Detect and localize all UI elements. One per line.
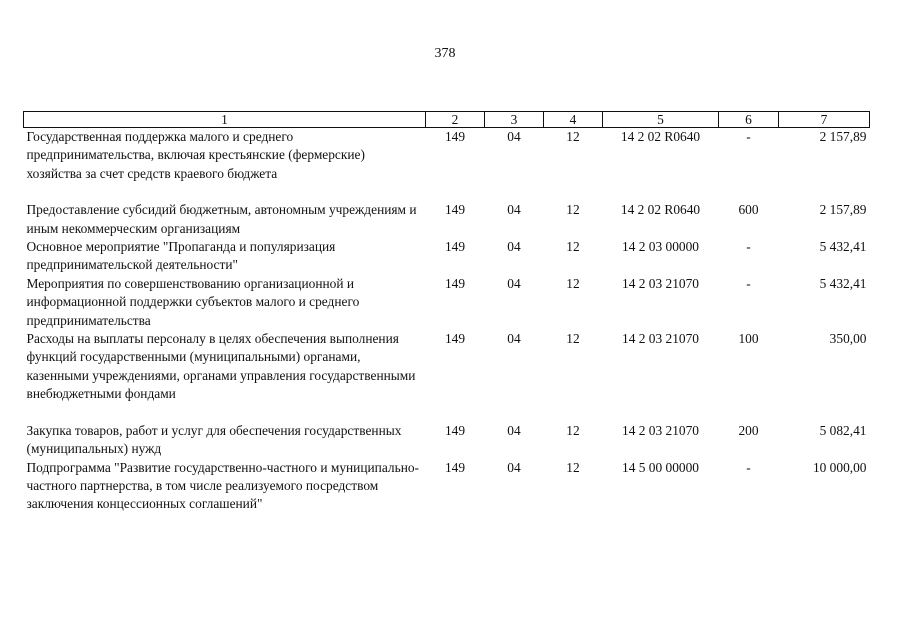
table-row — [24, 422, 870, 459]
row-code-section: 04 — [507, 202, 521, 218]
row-name: Закупка товаров, работ и услуг для обеспечения государственных (муниципальных) нужд — [26, 422, 402, 457]
row-code-section: 04 — [507, 275, 521, 291]
row-code-target: 14 2 03 00000 — [622, 239, 699, 255]
row-code-section: 04 — [507, 129, 521, 144]
page-number: 378 — [434, 46, 456, 61]
header-col-3: 3 — [485, 112, 544, 128]
table-row — [24, 201, 870, 238]
header-col-2: 2 — [426, 112, 485, 128]
row-amount: 2 157,89 — [819, 202, 867, 218]
row-code-subsection: 12 — [566, 202, 580, 218]
row-name: Государственная поддержка малого и среднего предпринимательства, включая крестьянские (фермерские) хозяйства за счет средств краевого бюджета — [26, 129, 365, 181]
table-row — [24, 459, 870, 514]
row-code-target: 14 2 03 21070 — [622, 331, 699, 347]
row-code-ministry: 149 — [444, 275, 466, 291]
row-name: Основное мероприятие "Пропаганда и популяризация предпринимательской деятельности" — [26, 239, 336, 273]
row-name: Мероприятия по совершенствованию организационной и информационной поддержки субъектов малого и среднего предпринимательства — [26, 275, 360, 328]
table-header-row — [24, 112, 870, 128]
row-code-subsection: 12 — [566, 331, 580, 347]
row-code-subsection: 12 — [566, 129, 580, 144]
row-code-expense-type: 600 — [738, 202, 759, 218]
row-spacer — [24, 183, 870, 201]
header-col-5: 5 — [603, 112, 719, 128]
header-col-6: 6 — [719, 112, 779, 128]
row-code-ministry: 149 — [444, 422, 466, 438]
row-code-subsection: 12 — [566, 239, 580, 255]
row-code-expense-type: - — [746, 459, 751, 475]
row-code-section: 04 — [507, 331, 521, 347]
table-row — [24, 238, 870, 275]
budget-table — [23, 111, 870, 514]
row-amount: 5 082,41 — [819, 422, 867, 438]
row-code-expense-type: - — [746, 275, 751, 291]
row-code-subsection: 12 — [566, 275, 580, 291]
row-code-ministry: 149 — [444, 459, 466, 475]
row-code-expense-type: 100 — [738, 331, 759, 347]
row-code-section: 04 — [507, 422, 521, 438]
table-row — [24, 275, 870, 330]
row-name: Предоставление субсидий бюджетным, автономным учреждениям и иным некоммерческим организациям — [26, 202, 417, 236]
row-code-expense-type: 200 — [738, 422, 759, 438]
row-code-section: 04 — [507, 239, 521, 255]
row-code-ministry: 149 — [444, 331, 466, 347]
table-row — [24, 330, 870, 404]
header-col-1: 1 — [24, 112, 426, 128]
row-code-target: 14 5 00 00000 — [622, 459, 699, 475]
header-col-4: 4 — [544, 112, 603, 128]
row-code-expense-type: - — [746, 129, 751, 144]
row-code-subsection: 12 — [566, 422, 580, 438]
row-code-subsection: 12 — [566, 459, 580, 475]
row-code-expense-type: - — [746, 239, 751, 255]
row-code-target: 14 2 02 R0640 — [620, 129, 701, 144]
row-code-ministry: 149 — [444, 239, 466, 255]
row-code-ministry: 149 — [444, 202, 466, 218]
row-name: Подпрограмма "Развитие государственно-частного и муниципально-частного партнерства, в том числе реализуемого посредством заключения концессионных соглашений" — [26, 459, 420, 512]
row-code-target: 14 2 02 R0640 — [620, 202, 701, 218]
budget-table-container — [23, 111, 869, 514]
row-amount: 350,00 — [829, 331, 867, 347]
row-spacer — [24, 404, 870, 422]
table-row — [24, 128, 870, 184]
row-amount: 2 157,89 — [819, 129, 867, 144]
header-col-7: 7 — [779, 112, 870, 128]
row-amount: 5 432,41 — [819, 275, 867, 291]
row-code-ministry: 149 — [444, 129, 466, 144]
row-code-target: 14 2 03 21070 — [622, 275, 699, 291]
row-amount: 5 432,41 — [819, 239, 867, 255]
row-name: Расходы на выплаты персоналу в целях обеспечения выполнения функций государственными (муниципальными) органами, казенными учреждениями, органами управления государственными внебюджетными фондами — [26, 331, 416, 402]
row-code-section: 04 — [507, 459, 521, 475]
row-amount: 10 000,00 — [812, 459, 867, 475]
row-code-target: 14 2 03 21070 — [622, 422, 699, 438]
